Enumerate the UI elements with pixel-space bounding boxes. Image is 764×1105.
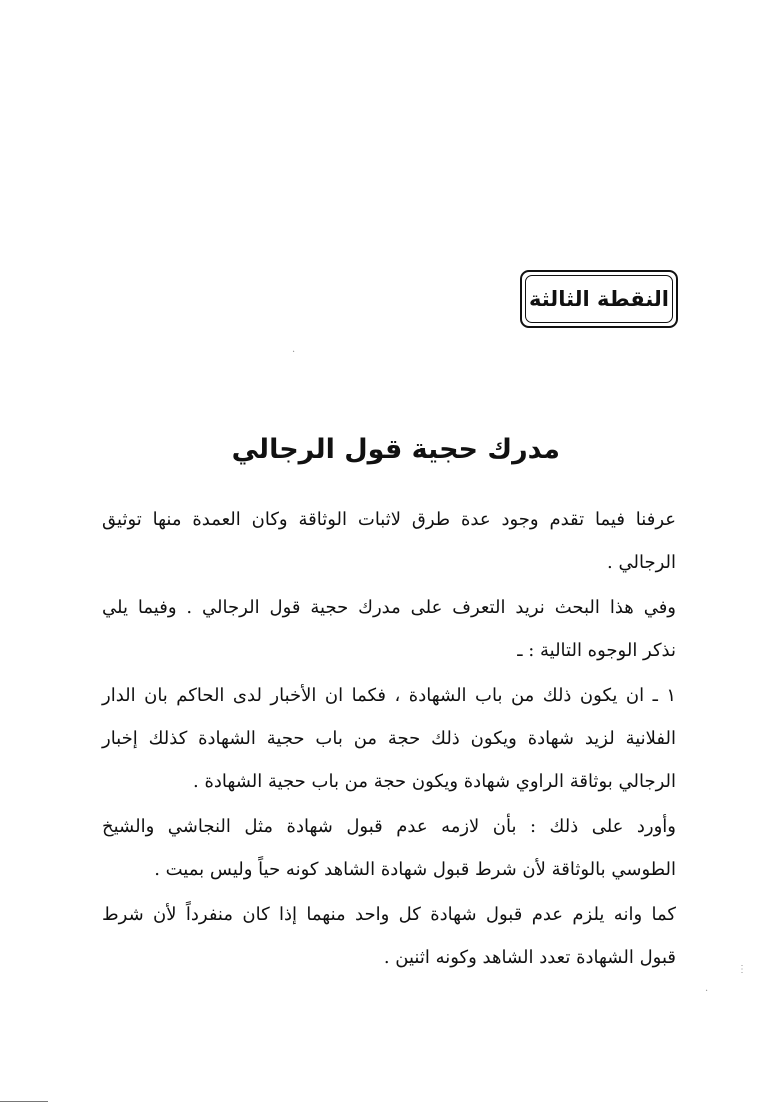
scan-edge-rule [0, 1101, 48, 1102]
section-heading-inner-frame [525, 275, 673, 323]
body-line-6: الفلانية لزيد شهادة ويكون ذلك حجة من باب حجية الشهادة كذلك إخبار [102, 728, 676, 749]
section-heading-frame [520, 270, 678, 328]
body-line-4: نذكر الوجوه التالية : ـ [517, 640, 676, 661]
body-line-7: الرجالي بوثاقة الراوي شهادة ويكون حجة من باب حجية الشهادة . [193, 771, 676, 792]
section-heading: النقطة الثالثة [529, 287, 670, 311]
scan-speck: · [292, 347, 296, 358]
scan-speck: ⋮ [737, 964, 747, 975]
body-line-11: قبول الشهادة تعدد الشاهد وكونه اثنين . [383, 947, 676, 968]
body-line-2: الرجالي . [607, 552, 676, 573]
body-line-9: الطوسي بالوثاقة لأن شرط قبول شهادة الشاهد كونه حياً وليس بميت . [154, 859, 676, 880]
body-line-5: ١ ـ ان يكون ذلك من باب الشهادة ، فكما ان الأخبار لدى الحاكم بان الدار [102, 685, 676, 706]
body-line-1: عرفنا فيما تقدم وجود عدة طرق لاثبات الوثاقة وكان العمدة منها توثيق [102, 509, 676, 530]
page-title: مدرك حجية قول الرجالي [231, 434, 560, 465]
body-line-8: وأورد على ذلك : بأن لازمه عدم قبول شهادة مثل النجاشي والشيخ [102, 816, 676, 837]
body-line-3: وفي هذا البحث نريد التعرف على مدرك حجية قول الرجالي . وفيما يلي [102, 597, 676, 618]
scan-speck: · [705, 986, 709, 997]
body-line-10: كما وانه يلزم عدم قبول شهادة كل واحد منهما إذا كان منفرداً لأن شرط [102, 904, 676, 925]
